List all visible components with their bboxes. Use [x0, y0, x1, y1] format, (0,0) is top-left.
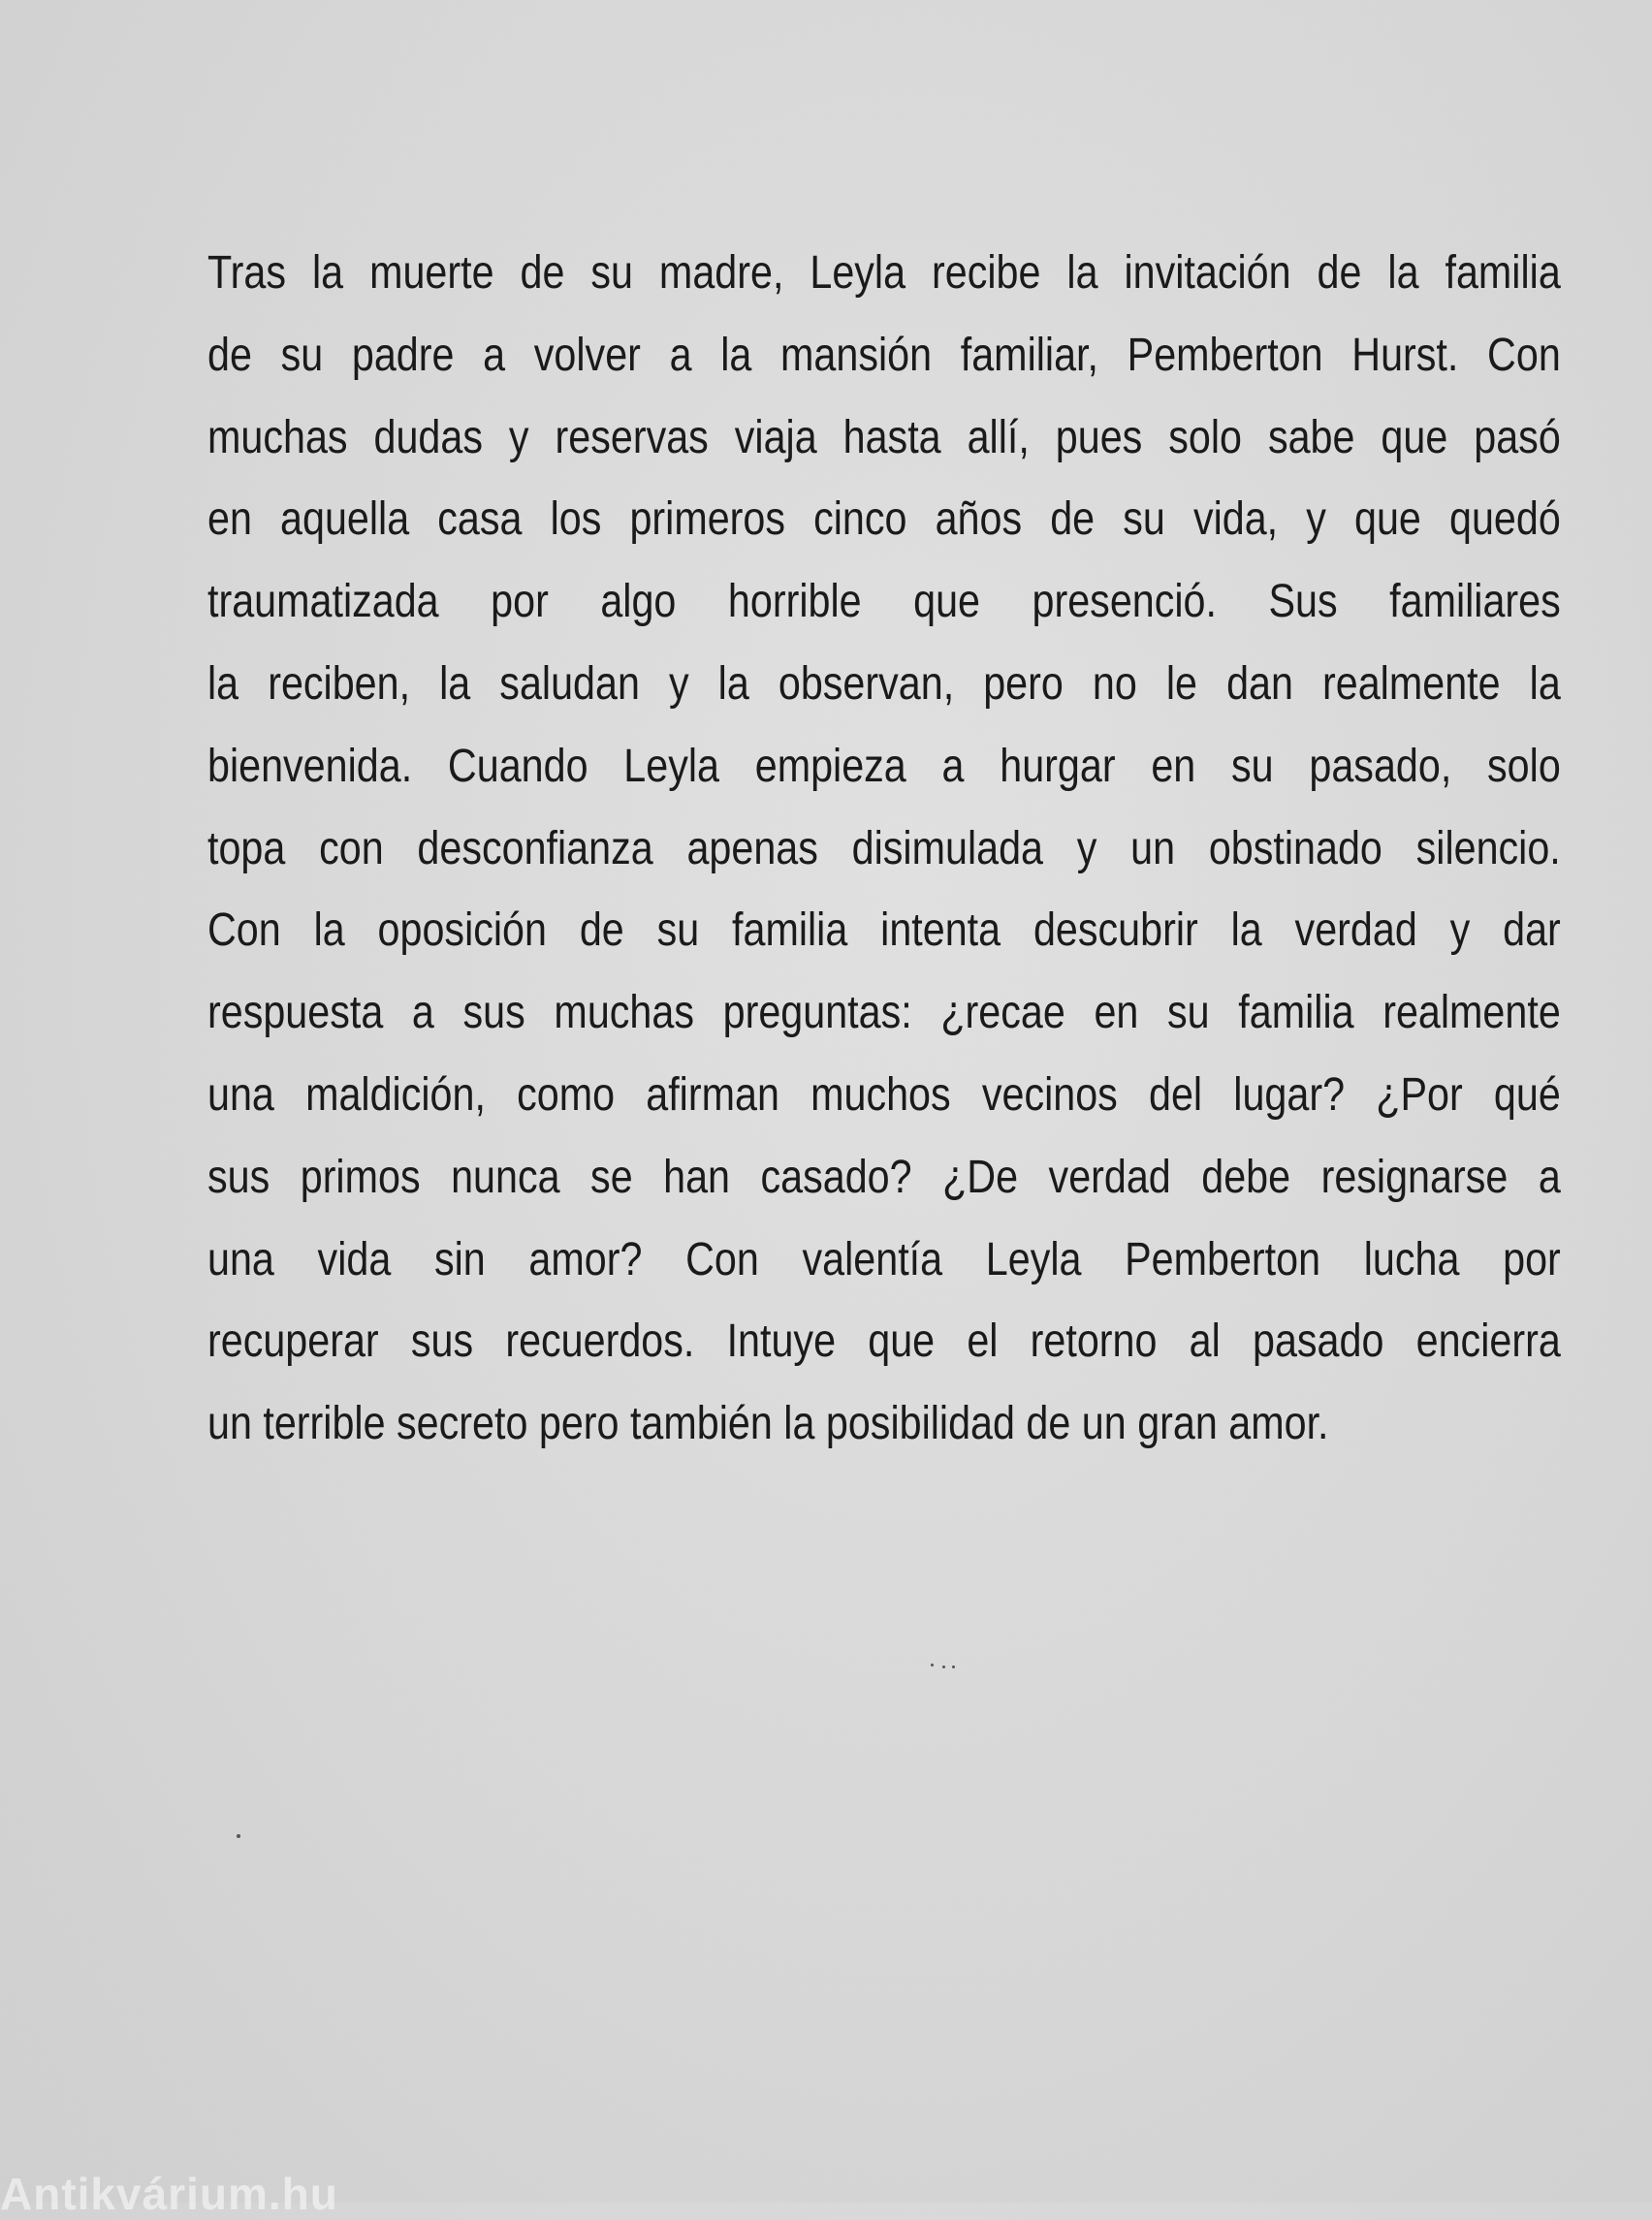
- synopsis-line: de su padre a volver a la mansión familiar, Pemberton Hurst. Con: [207, 329, 1561, 381]
- synopsis-line: una maldición, como afirman muchos vecinos del lugar? ¿Por qué: [207, 1068, 1561, 1121]
- synopsis-line: la reciben, la saludan y la observan, pero no le dan realmente la: [207, 657, 1561, 710]
- paper-speck: [931, 1664, 934, 1666]
- synopsis-line: un terrible secreto pero también la posibilidad de un gran amor.: [207, 1398, 1329, 1450]
- synopsis-line: Con la oposición de su familia intenta descubrir la verdad y dar: [207, 904, 1561, 957]
- synopsis-line: recuperar sus recuerdos. Intuye que el retorno al pasado encierra: [207, 1316, 1561, 1368]
- synopsis-line: Tras la muerte de su madre, Leyla recibe la invitación de la familia: [207, 247, 1561, 299]
- synopsis-line: una vida sin amor? Con valentía Leyla Pemberton lucha por: [207, 1233, 1561, 1285]
- synopsis-line: sus primos nunca se han casado? ¿De verdad debe resignarse a: [207, 1151, 1561, 1203]
- synopsis-line: muchas dudas y reservas viaja hasta allí, pues solo sabe que pasó: [207, 411, 1561, 463]
- synopsis-line: en aquella casa los primeros cinco años de su vida, y que quedó: [207, 493, 1561, 546]
- watermark-logo: Antikvárium.hu: [0, 2169, 338, 2219]
- paper-speck: [952, 1665, 955, 1668]
- synopsis-line: topa con desconfianza apenas disimulada y un obstinado silencio.: [207, 822, 1561, 874]
- synopsis-line: traumatizada por algo horrible que presenció. Sus familiares: [207, 576, 1561, 628]
- synopsis-line: respuesta a sus muchas preguntas: ¿recae en su familia realmente: [207, 987, 1561, 1039]
- synopsis-line: bienvenida. Cuando Leyla empieza a hurgar en su pasado, solo: [207, 740, 1561, 792]
- synopsis-paragraph: [207, 233, 1561, 1466]
- paper-speck: [237, 1834, 240, 1838]
- paper-speck: [942, 1665, 945, 1668]
